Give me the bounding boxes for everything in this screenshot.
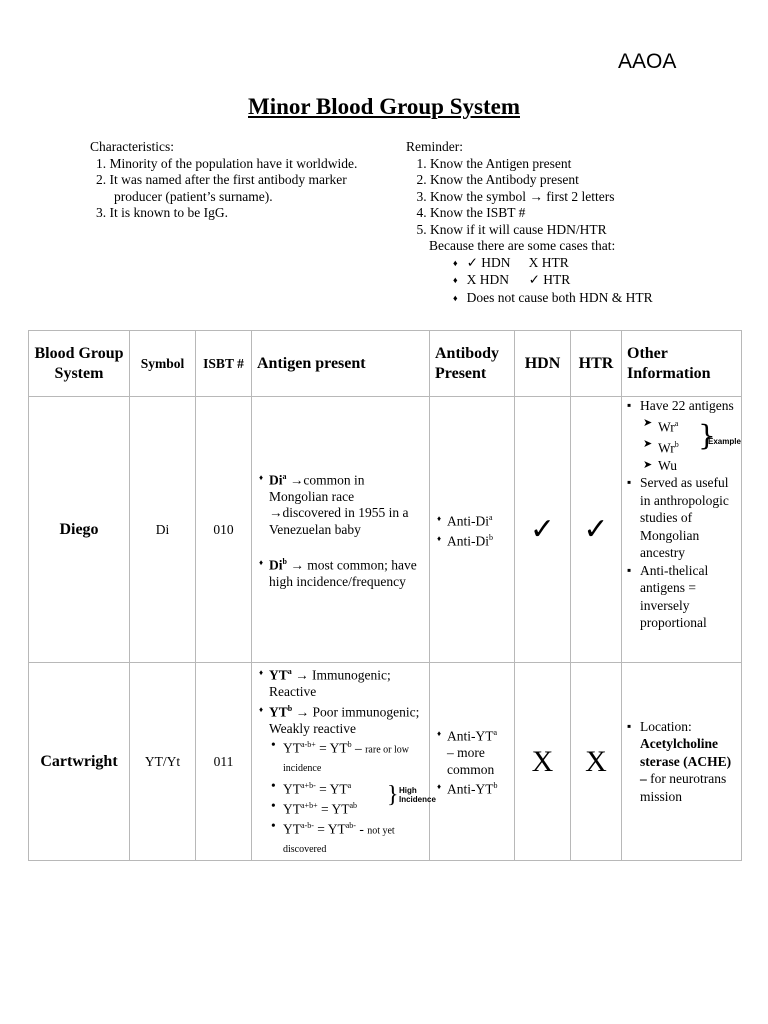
header-antigen: Antigen present: [252, 331, 430, 397]
antibody-name: Anti-Di: [447, 513, 489, 528]
brace-icon: }: [698, 418, 716, 452]
table-row-diego: [29, 397, 742, 663]
header-tag: AAOA: [618, 50, 677, 73]
reminder-case: [453, 255, 736, 273]
symbol-cell: YT/Yt: [130, 663, 196, 861]
pheno-sup: a+b+: [301, 800, 318, 810]
antigen-name: YT: [269, 667, 288, 683]
symbol-cell: Di: [130, 397, 196, 663]
reminder-item: 5. Know if it will cause HDN/HTR: [430, 222, 736, 239]
case-htr: ✓ HTR: [528, 272, 571, 287]
antigen-desc: →common in Mongolian race →discovered in 1955 in a Venezuelan baby: [269, 472, 409, 537]
other-info-cell: [622, 663, 742, 861]
antibody-sup: b: [489, 532, 493, 542]
header-other: Other Information: [622, 331, 742, 397]
antigen-sup: b: [287, 703, 293, 713]
other-item: ▪ Anti-thelical antigens = inversely proportional: [627, 562, 736, 632]
reminder-item: 3. Know the symbol → first 2 letters: [430, 189, 736, 206]
other-item: [627, 397, 741, 474]
example-label: Example: [708, 436, 741, 446]
header-isbt: ISBT #: [196, 331, 252, 397]
antigen-item: [259, 664, 424, 701]
other-enzyme: Acetylcholine sterase (ACHE) –: [640, 736, 732, 787]
pheno-eq: = YT: [313, 821, 346, 836]
pheno: YT: [283, 821, 301, 836]
isbt-cell: 011: [196, 663, 252, 861]
isbt-cell: 010: [196, 397, 252, 663]
sub-antigen-name: Wu: [658, 457, 677, 473]
other-item: ▪ Served as useful in anthropologic studies of Mongolian ancestry: [627, 474, 736, 562]
pheno-note: rare or low incidence: [283, 744, 409, 774]
antibody-name: Anti-YT: [447, 781, 494, 797]
reminder-because: Because there are some cases that:: [429, 238, 616, 253]
system-name: Cartwright: [29, 663, 130, 861]
other-item: [627, 718, 736, 806]
antibody-sup: a: [493, 728, 498, 737]
reminder-item: 1. Know the Antigen present: [430, 156, 736, 173]
reminder-item: 4. Know the ISBT #: [430, 205, 736, 222]
antigen-item: [259, 701, 436, 859]
sub-antigen-sup: b: [674, 439, 679, 449]
system-name: Diego: [29, 397, 130, 663]
wr-antigen-list: [640, 415, 741, 475]
antibody-name: Anti-Di: [447, 533, 489, 548]
case-text: Does not cause both HDN & HTR: [466, 289, 653, 305]
characteristics-section: [90, 139, 390, 222]
antigen-name: Di: [269, 557, 283, 573]
antigen-name: Di: [269, 472, 283, 487]
antigen-item: [259, 554, 424, 591]
other-info-cell: [622, 397, 742, 663]
antibody-item: [437, 510, 509, 530]
antibody-item: [437, 725, 509, 778]
antibody-sup: a: [489, 512, 493, 522]
pheno-eq: = YT: [317, 801, 350, 816]
characteristics-heading: Characteristics:: [90, 139, 174, 154]
htr-check-icon: ✓: [571, 397, 622, 663]
characteristic-item: 1. Minority of the population have it worldwide.: [96, 155, 358, 171]
hdn-x-icon: X: [515, 663, 571, 861]
header-antibody: Antibody Present: [430, 331, 515, 397]
pheno-eq: = YT: [315, 740, 348, 756]
antibody-cell: [430, 397, 515, 663]
table-row-cartwright: [29, 663, 742, 861]
pheno-dash: -: [355, 821, 368, 836]
other-text: Have 22 antigens: [640, 398, 734, 413]
antigen-cell: [252, 663, 436, 861]
antigen-desc: → Immunogenic; Reactive: [269, 667, 391, 699]
reminder-case: [453, 290, 736, 308]
antibody-name: Anti-YT: [447, 728, 494, 744]
phenotype-item: [271, 781, 436, 818]
sub-antigen-name: Wr: [658, 419, 675, 434]
phenotype-item: [271, 818, 424, 859]
header-symbol: Symbol: [130, 331, 196, 397]
reminder-case: [453, 272, 736, 290]
characteristic-item: 2. It was named after the first antibody marker producer (patient’s surname).: [96, 172, 347, 204]
sub-antigen: [643, 457, 736, 475]
other-purpose: for neurotransmission: [640, 771, 727, 804]
high-incidence-label: High Incidence: [399, 785, 436, 804]
antibody-cell: [430, 663, 515, 861]
characteristic-item: 3. It is known to be IgG.: [96, 205, 228, 220]
reminder-heading: Reminder:: [406, 139, 463, 154]
reminder-section: [406, 139, 736, 307]
table-header-row: [29, 331, 742, 397]
case-hdn: X HDN: [466, 272, 509, 287]
sub-antigen-sup: a: [674, 418, 679, 428]
antigen-sup: b: [282, 557, 287, 566]
pheno-eq-sup: a: [347, 780, 352, 790]
htr-x-icon: X: [571, 663, 622, 861]
pheno: YT: [283, 801, 301, 816]
hdn-check-icon: ✓: [515, 397, 571, 663]
pheno-sup: a-b+: [301, 740, 316, 749]
pheno-sup: a-b-: [301, 820, 314, 830]
antibody-note: – more common: [447, 745, 495, 777]
pheno-sup: a+b-: [301, 780, 316, 790]
pheno-note: not yet discovered: [283, 825, 395, 855]
case-hdn: ✓ HDN: [466, 254, 511, 270]
header-system: Blood Group System: [29, 331, 130, 397]
blood-group-table: [28, 330, 742, 861]
reminder-item: 2. Know the Antibody present: [430, 172, 736, 189]
case-htr: X HTR: [528, 254, 569, 270]
antigen-desc: → most common; have high incidence/frequency: [269, 557, 417, 589]
antibody-item: [437, 778, 509, 798]
header-hdn: HDN: [515, 331, 571, 397]
other-location: Location:: [640, 718, 692, 734]
antigen-sup: a: [287, 667, 292, 676]
antigen-desc: → Poor immunogenic; Weakly reactive: [269, 704, 420, 736]
antigen-sup: a: [282, 471, 287, 481]
pheno-eq-sup: ab-: [345, 820, 356, 830]
pheno-eq: = YT: [315, 781, 348, 796]
header-htr: HTR: [571, 331, 622, 397]
pheno-eq-sup: ab: [349, 800, 357, 810]
antigen-name: YT: [269, 704, 288, 719]
page-title: Minor Blood Group System: [248, 94, 520, 119]
pheno: YT: [283, 781, 301, 796]
antigen-cell: [252, 397, 430, 663]
antigen-item: [259, 469, 424, 539]
pheno-dash: –: [351, 740, 366, 756]
antibody-item: [437, 530, 509, 550]
pheno: YT: [283, 740, 301, 756]
antibody-sup: b: [493, 781, 498, 790]
pheno-eq-sup: b: [347, 740, 352, 749]
phenotype-item: [271, 737, 424, 778]
sub-antigen-name: Wr: [658, 440, 675, 455]
brace-icon: }: [387, 781, 399, 808]
